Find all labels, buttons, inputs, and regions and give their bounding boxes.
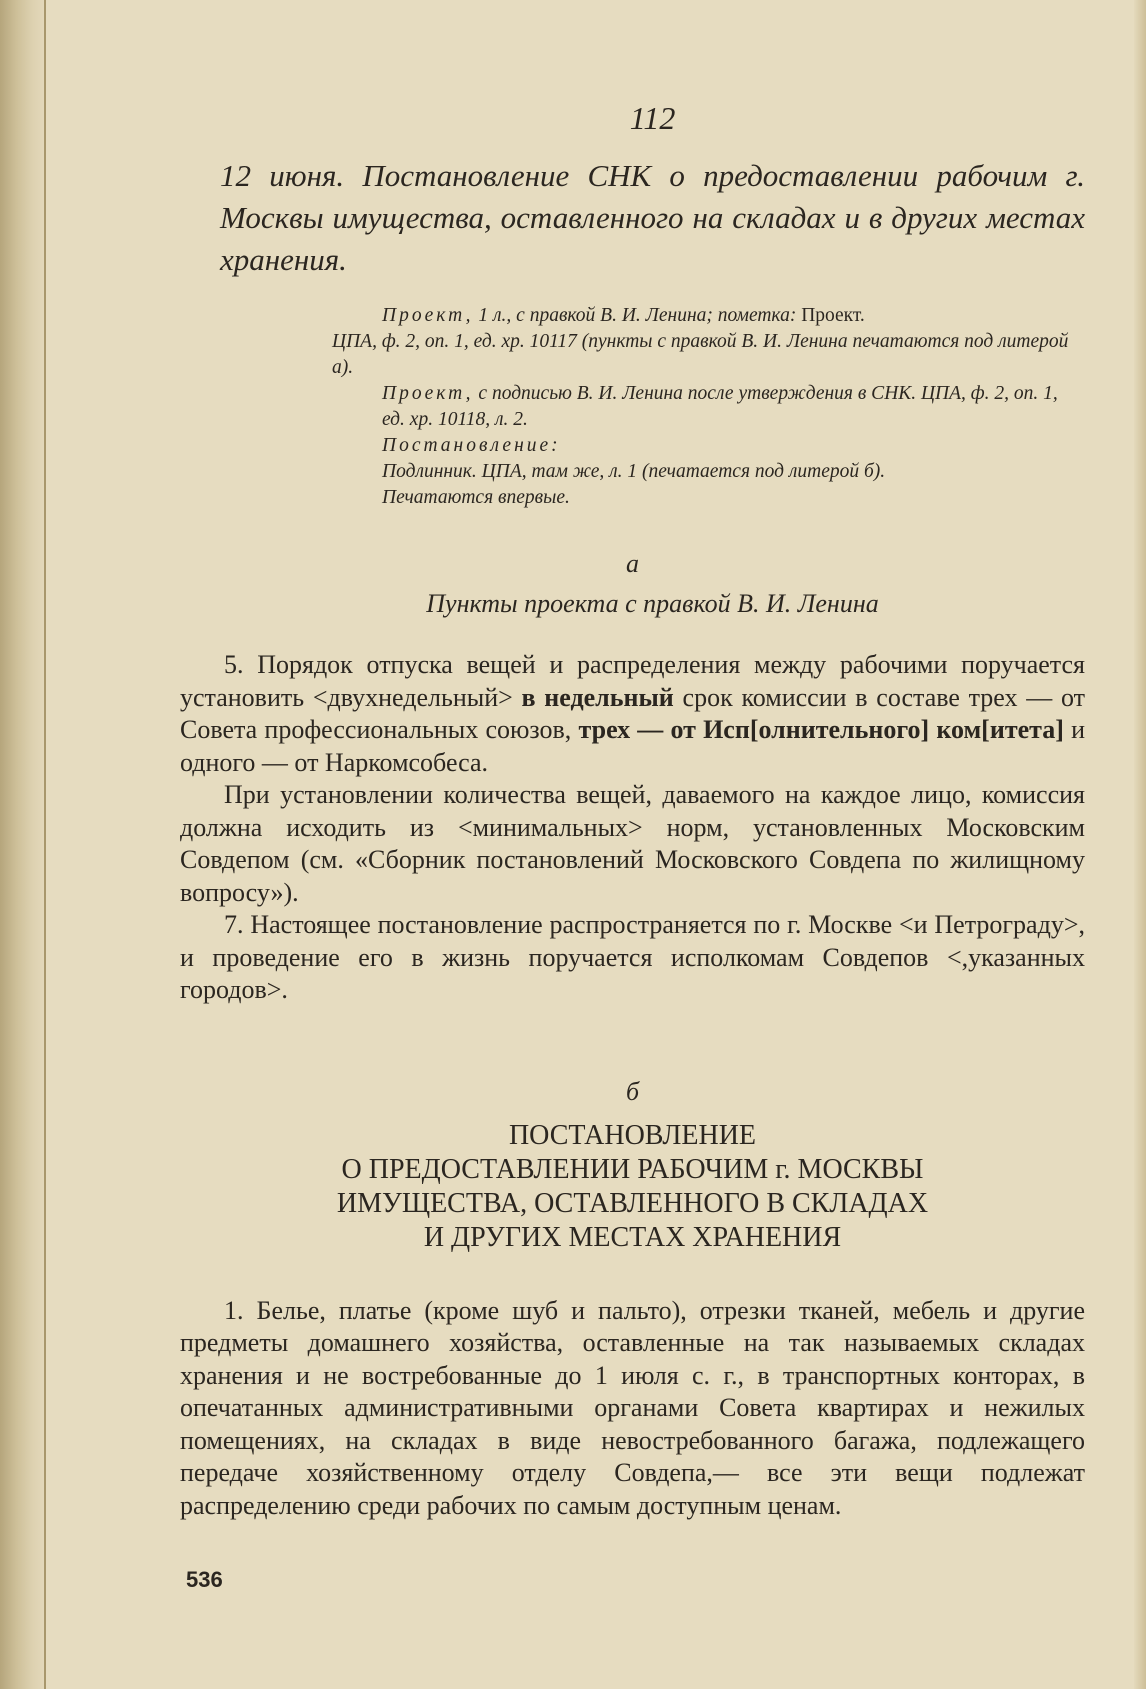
source-line-1	[332, 303, 1085, 329]
book-spine-edge	[0, 0, 46, 1689]
section-b-letter: б	[625, 1076, 640, 1106]
source-notes	[332, 303, 1085, 511]
source-desc-3: с подписью В. И. Ленина после утверждения в СНК. ЦПА, ф. 2, оп. 1, ед. хр. 10118, л. 2.	[382, 383, 1058, 430]
p5-text-c: и одного — от Наркомсобеса.	[180, 715, 1086, 777]
spacer	[180, 1007, 1085, 1077]
source-line-6: Печатаются впервые.	[382, 487, 570, 508]
p5-text-a: 5. Порядок отпуска вещей и распределения между рабочими поручается установить <двухнедельный>	[180, 650, 1085, 712]
source-line-5: Подлинник. ЦПА, там же, л. 1 (печатается под литерой б).	[382, 461, 886, 482]
decree-title-line-3: ИМУЩЕСТВА, ОСТАВЛЕННОГО В СКЛАДАХ	[336, 1187, 929, 1219]
paragraph-7: 7. Настоящее постановление распространяется по г. Москве <и Петрограду>, и проведение его в жизнь поручается исполкомам Совдепов <,указанных городов>.	[180, 910, 1085, 1004]
source-desc-1: 1 л., с правкой В. И. Ленина; пометка:	[478, 305, 797, 326]
page-content	[180, 100, 1085, 1522]
decree-paragraph-1: 1. Белье, платье (кроме шуб и пальто), отрезки тканей, мебель и другие предметы домашнего хозяйства, оставленные на так называемых складах хранения и не востребованные до 1 июля с. г., в транспортных конторах, в опечатанных административными органами Совета квартирах и нежилых помещениях, на складах в виде невостребованного багажа, подлежащего передаче хозяйственному отделу Совдепа,— все эти вещи подлежат распределению среди рабочих по самым доступным ценам.	[180, 1295, 1085, 1520]
source-mark: Проект.	[801, 305, 865, 326]
p5-text-b: срок комиссии в составе трех — от Совета профессиональных союзов,	[180, 682, 1086, 744]
section-a-letter: а	[626, 549, 639, 578]
paragraph-5	[180, 649, 1085, 779]
page-right-edge	[1134, 0, 1146, 1689]
document-title: 12 июня. Постановление СНК о предоставлении рабочим г. Москвы имущества, оставленного на складах и в других местах хранения.	[220, 158, 1085, 277]
decree-title-line-1: ПОСТАНОВЛЕНИЕ	[508, 1119, 757, 1151]
p5-bold-b: трех — от Исп[олнительного] ком[итета]	[578, 715, 1064, 744]
paragraph-6: При установлении количества вещей, даваемого на каждое лицо, комиссия должна исходить из <минимальных> норм, установленных Московским Совдепом (см. «Сборник постановлений Московского Совдепа по жилищному вопросу»).	[180, 780, 1085, 907]
section-a-heading: Пункты проекта с правкой В. И. Ленина	[426, 589, 879, 618]
decree-title	[180, 1119, 1085, 1255]
decree-title-line-2: О ПРЕДОСТАВЛЕНИИ РАБОЧИМ г. МОСКВЫ	[341, 1153, 924, 1185]
source-line-3	[332, 381, 1085, 433]
source-label-project-2: Проект,	[382, 383, 474, 404]
p5-bold-a: в недельный	[521, 682, 674, 712]
decree-title-line-4: И ДРУГИХ МЕСТАХ ХРАНЕНИЯ	[423, 1221, 842, 1253]
source-line-2: ЦПА, ф. 2, оп. 1, ед. хр. 10117 (пункты с правкой В. И. Ленина печатаются под литерой а).	[332, 331, 1069, 378]
page-number: 536	[186, 1567, 223, 1592]
source-line-4: Постановление:	[382, 435, 561, 456]
document-number: 112	[629, 100, 676, 136]
source-label-project: Проект,	[382, 305, 474, 326]
